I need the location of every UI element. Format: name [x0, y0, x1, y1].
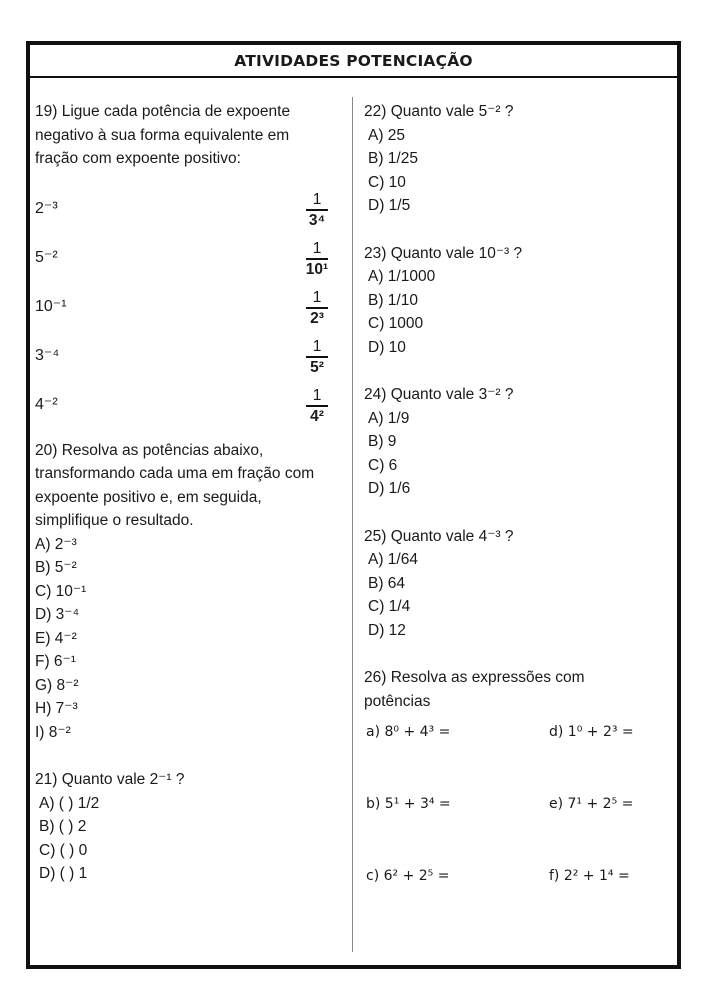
question-21-option-d[interactable]: D) ( ) 1 — [39, 865, 88, 882]
question-20-item: B) 5⁻² — [35, 559, 77, 576]
match-row — [35, 289, 335, 338]
question-22-option-d[interactable]: D) 1/5 — [368, 197, 411, 214]
question-20-item: A) 2⁻³ — [35, 535, 77, 553]
question-24-prompt: 24) Quanto vale 3⁻² ? — [364, 386, 514, 403]
fraction — [305, 387, 329, 425]
worksheet-title: ATIVIDADES POTENCIAÇÃO — [234, 51, 473, 70]
question-26-line-2: potências — [364, 692, 431, 710]
fraction-denominator: 5² — [310, 358, 324, 376]
question-20-item: G) 8⁻² — [35, 676, 79, 694]
match-row — [35, 338, 335, 387]
fraction-numerator: 1 — [312, 386, 322, 404]
match-row — [35, 191, 335, 240]
question-24-option-b[interactable]: B) 9 — [368, 433, 397, 450]
expression-row — [364, 865, 664, 889]
expression-e: e) 7¹ + 2⁵ = — [549, 796, 634, 812]
question-20-item: D) 3⁻⁴ — [35, 606, 80, 623]
fraction-bar — [306, 405, 328, 407]
fraction — [305, 289, 329, 327]
question-19 — [35, 100, 335, 436]
question-23 — [364, 242, 664, 360]
left-column — [35, 100, 335, 886]
power-term: 4⁻² — [35, 395, 58, 413]
question-20-line-2: transformando cada uma em fração com — [35, 465, 315, 482]
column-divider — [352, 97, 353, 952]
question-22-option-b[interactable]: B) 1/25 — [368, 150, 418, 167]
question-25-option-d[interactable]: D) 12 — [368, 621, 406, 639]
question-26-line-1: 26) Resolva as expressões com — [364, 669, 585, 686]
question-20-line-3: expoente positivo e, em seguida, — [35, 488, 262, 506]
question-23-option-a[interactable]: A) 1/1000 — [368, 268, 436, 285]
fraction-numerator: 1 — [312, 337, 322, 355]
question-21-option-a[interactable]: A) ( ) 1/2 — [39, 794, 100, 812]
question-22 — [364, 100, 664, 218]
question-21-option-b[interactable]: B) ( ) 2 — [39, 818, 87, 835]
question-24-option-d[interactable]: D) 1/6 — [368, 480, 411, 497]
question-25-option-a[interactable]: A) 1/64 — [368, 551, 418, 568]
question-23-option-b[interactable]: B) 1/10 — [368, 291, 418, 309]
question-20 — [35, 439, 335, 745]
question-19-line-1: 19) Ligue cada potência de expoente — [35, 103, 291, 120]
question-25-option-b[interactable]: B) 64 — [368, 574, 406, 592]
power-term: 2⁻³ — [35, 199, 58, 217]
fraction-numerator: 1 — [312, 288, 322, 306]
power-term: 5⁻² — [35, 248, 58, 266]
fraction-bar — [306, 356, 328, 358]
question-25-prompt: 25) Quanto vale 4⁻³ ? — [364, 527, 514, 545]
expression-a: a) 8⁰ + 4³ = — [366, 724, 451, 740]
power-term: 3⁻⁴ — [35, 346, 60, 364]
fraction — [305, 191, 329, 229]
fraction — [305, 338, 329, 376]
fraction-numerator: 1 — [312, 190, 322, 208]
question-19-line-3: fração com expoente positivo: — [35, 150, 241, 167]
question-20-line-1: 20) Resolva as potências abaixo, — [35, 441, 264, 459]
power-term: 10⁻¹ — [35, 297, 67, 315]
fraction-denominator: 2³ — [310, 309, 324, 327]
question-20-line-4: simplifique o resultado. — [35, 512, 194, 529]
match-row — [35, 240, 335, 289]
fraction-bar — [306, 258, 328, 260]
expression-b: b) 5¹ + 3⁴ = — [366, 796, 451, 812]
question-26 — [364, 666, 664, 889]
fraction-denominator: 4² — [310, 407, 324, 425]
expression-row — [364, 793, 664, 817]
fraction-bar — [306, 209, 328, 211]
question-25-option-c[interactable]: C) 1/4 — [368, 598, 411, 615]
question-21-option-c[interactable]: C) ( ) 0 — [39, 841, 88, 859]
question-21-prompt: 21) Quanto vale 2⁻¹ ? — [35, 771, 185, 788]
question-23-option-c[interactable]: C) 1000 — [368, 315, 424, 332]
fraction — [305, 240, 329, 278]
question-19-line-2: negativo à sua forma equivalente em — [35, 126, 290, 144]
question-22-option-c[interactable]: C) 10 — [368, 173, 406, 191]
fraction-bar — [306, 307, 328, 309]
question-25 — [364, 525, 664, 643]
right-column — [364, 100, 664, 889]
expression-c: c) 6² + 2⁵ = — [366, 868, 450, 884]
title-bar — [30, 45, 677, 78]
question-21 — [35, 768, 335, 886]
question-22-prompt: 22) Quanto vale 5⁻² ? — [364, 103, 514, 120]
fraction-numerator: 1 — [312, 239, 322, 257]
question-23-option-d[interactable]: D) 10 — [368, 338, 406, 356]
question-20-item: C) 10⁻¹ — [35, 582, 87, 600]
question-22-option-a[interactable]: A) 25 — [368, 126, 406, 144]
match-row — [35, 387, 335, 436]
worksheet-frame — [26, 41, 681, 969]
question-24-option-c[interactable]: C) 6 — [368, 456, 398, 474]
question-20-item: H) 7⁻³ — [35, 700, 78, 717]
question-23-prompt: 23) Quanto vale 10⁻³ ? — [364, 244, 523, 262]
question-20-item: F) 6⁻¹ — [35, 653, 76, 670]
question-20-item: I) 8⁻² — [35, 723, 71, 741]
fraction-denominator: 10¹ — [305, 260, 329, 278]
expression-f: f) 2² + 1⁴ = — [549, 868, 630, 884]
question-24 — [364, 383, 664, 501]
expression-row — [364, 721, 664, 745]
fraction-denominator: 3⁴ — [308, 211, 326, 229]
question-20-item: E) 4⁻² — [35, 629, 77, 647]
expression-d: d) 1⁰ + 2³ = — [549, 724, 634, 740]
question-24-option-a[interactable]: A) 1/9 — [368, 409, 410, 427]
